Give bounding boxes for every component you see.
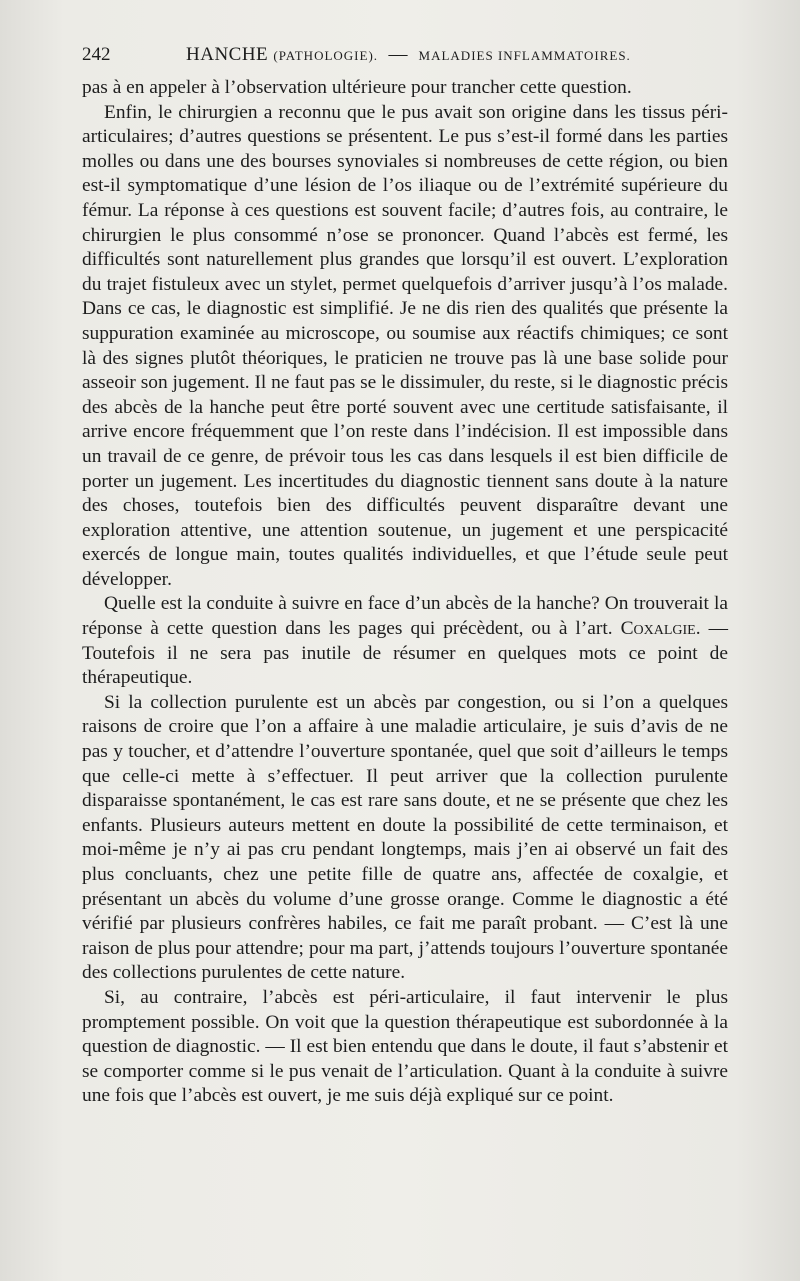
running-head <box>82 44 732 74</box>
page-number: 242 <box>82 44 111 65</box>
running-title-paren: (PATHOLOGIE). <box>273 48 379 63</box>
paragraph-congestion-abscess: Si la collection purulente est un abcès par congestion, ou si l’on a quelques raisons de croire que l’on a affaire à une maladie articulaire, je suis d’avis de ne pas y toucher, et d’attendre l’ouverture spontanée, quel que soit d’ailleurs le temps que celle-ci mette à s’effectuer. Il peut arriver que la collection purulente disparaisse spontanément, le cas est rare sans doute, et ne se présente que chez les enfants. Plusieurs auteurs mettent en doute la possibilité de cette terminaison, et moi-même je n’y ai pas cru pendant longtemps, mais j’en ai observé un fait des plus concluants, chez une petite fille de quatre ans, affectée de coxalgie, et présentant un abcès du volume d’une grosse orange. Comme le diagnostic a été vérifié par plusieurs confrères habiles, ce fait me paraît probant. — C’est là une raison de plus pour attendre; pour ma part, j’attends toujours l’ouverture spontanée des collections purulentes de cette nature. <box>82 691 728 984</box>
running-title-dash: — <box>388 44 409 65</box>
paragraph-treatment-question <box>82 592 728 690</box>
running-title-main: HANCHE <box>186 44 269 65</box>
running-title <box>186 44 631 66</box>
paragraph-treatment-question-text: Quelle est la conduite à suivre en face d’un abcès de la hanche? On trouverait la réponse à cette question dans les pages qui précèdent, ou à l’art. <box>82 593 728 640</box>
paragraph-treatment-question-tail: — Toutefois il ne sera pas inutile de résumer en quelques mots ce point de thérapeutique. <box>82 618 728 689</box>
running-title-section: MALADIES INFLAMMATOIRES. <box>418 48 631 63</box>
body-text <box>82 76 728 1109</box>
paragraph-periarticular-abscess: Si, au contraire, l’abcès est péri-articulaire, il faut intervenir le plus promptement possible. On voit que la question thérapeutique est subordonnée à la question de diagnostic. — Il est bien entendu que dans le doute, il faut s’abstenir et se comporter comme si le pus venait de l’articulation. Quant à la conduite à suivre une fois que l’abcès est ouvert, je me suis déjà expliqué sur ce point. <box>82 986 728 1107</box>
paragraph-continuation: pas à en appeler à l’observation ultérieure pour trancher cette question. <box>82 77 632 98</box>
paragraph-diagnosis: Enfin, le chirurgien a reconnu que le pus avait son origine dans les tissus péri-articulaires; d’autres questions se présentent. Le pus s’est-il formé dans les parties molles ou dans une des bourses synoviales si nombreuses de cette région, ou bien est-il symptomatique d’une lésion de l’os iliaque ou de l’extrémité supérieure du fémur. La réponse à ces questions est souvent facile; d’autres fois, au contraire, le chirurgien le plus consommé n’ose se prononcer. Quand l’abcès est fermé, les difficultés sont naturellement plus grandes que lorsqu’il est ouvert. L’exploration du trajet fistuleux avec un stylet, permet quelquefois d’arriver jusqu’à l’os malade. Dans ce cas, le diagnostic est simplifié. Je ne dis rien des qualités que présente la suppuration examinée au microscope, ou soumise aux réactifs chimiques; ce sont là des signes plutôt théoriques, le praticien ne trouve pas là une base solide pour asseoir son jugement. Il ne faut pas se le dissimuler, du reste, si le diagnostic précis des abcès de la hanche peut être porté souvent avec une certitude satisfaisante, il arrive encore fréquemment que l’on reste dans l’indécision. Il est impossible dans un travail de ce genre, de prévoir tous les cas dans lesquels il est bien difficile de porter un jugement. Les incertitudes du diagnostic tiennent sans doute à la nature des choses, toutefois bien des difficultés peuvent disparaître devant une exploration attentive, une attention soutenue, un jugement et une perspicacité exercés de longue main, toutes qualités individuelles, et que l’étude seule peut développer. <box>82 101 728 590</box>
cross-reference-coxalgie: Coxalgie. <box>620 618 701 640</box>
